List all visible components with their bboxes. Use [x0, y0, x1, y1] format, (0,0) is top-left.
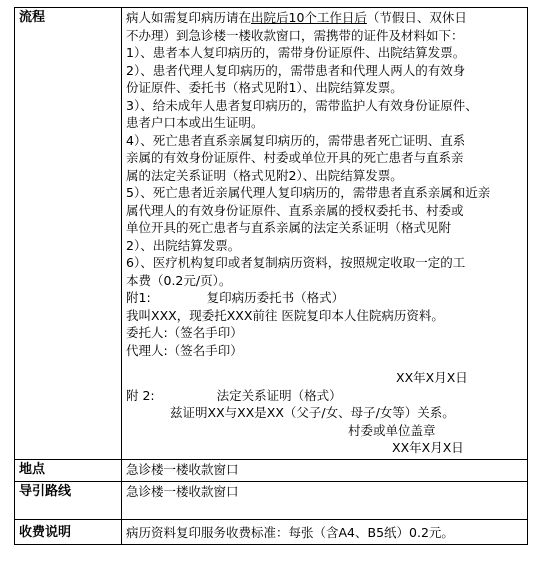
route-label: 导引路线: [15, 481, 122, 519]
attachment-2-heading: [126, 387, 524, 405]
process-intro-line1: [126, 9, 524, 27]
route-value: 急诊楼一楼收款窗口: [122, 481, 528, 519]
attachment-1-prefix: 附1:: [126, 290, 151, 305]
intro-deadline: 出院后10个工作日后: [251, 10, 367, 25]
fee-row: [15, 519, 528, 544]
process-item-2-line1: 2）、患者代理人复印病历的，需带患者和代理人两人的有效身: [126, 62, 466, 78]
attachment-2-body: 兹证明XX与XX是XX（父子/女、母子/女等）关系。: [170, 405, 455, 420]
process-item-5-line2: 属代理人的有效身份证原件、直系亲属的授权委托书、村委或: [126, 202, 464, 218]
process-item-3-line1: 3）、给未成年人患者复印病历的，需带监护人有效身份证原件、: [126, 97, 478, 113]
location-label: 地点: [15, 459, 122, 481]
attachment-2-date: XX年X月X日: [392, 440, 464, 455]
intro-suffix: （节假日、双休日: [366, 10, 467, 25]
info-table: [14, 7, 528, 545]
attachment-2-prefix: 附 2:: [126, 387, 155, 403]
process-item-6-line1: 6）、医疗机构复印或者复制病历资料，按照规定收取一定的工: [126, 255, 466, 270]
intro-prefix: 病人如需复印病历请在: [126, 10, 252, 25]
process-item-4-line3: 属的法定关系证明（格式见附2）、出院结算发票。: [126, 167, 403, 183]
route-row: [15, 481, 528, 519]
process-item-2-line2: 份证原件、委托书（格式见附1）、出院结算发票。: [126, 80, 403, 95]
attachment-1-agent: 代理人:（签名手印）: [126, 342, 243, 358]
process-item-3-line2: 患者户口本或出生证明。: [126, 115, 264, 130]
attachment-2-seal: 村委或单位盖章: [348, 422, 436, 438]
process-item-5-line4: 2）、出院结算发票。: [126, 237, 241, 253]
process-item-1: 1）、患者本人复印病历的，需带身份证原件、出院结算发票。: [126, 45, 466, 60]
fee-value: 病历资料复印服务收费标准：每张（含A4、B5纸）0.2元。: [122, 519, 528, 544]
attachment-1-date: XX年X月X日: [396, 370, 468, 385]
attachment-1-title: 复印病历委托书（格式）: [206, 290, 345, 305]
process-item-4-line2: 亲属的有效身份证原件、村委或单位开具的死亡患者与直系亲: [126, 150, 464, 165]
process-intro-line2: 不办理）到急诊楼一楼收款窗口，需携带的证件及材料如下：: [126, 27, 464, 43]
location-row: [15, 459, 528, 481]
process-item-4-line1: 4）、死亡患者直系亲属复印病历的，需带患者死亡证明、直系: [126, 132, 466, 148]
process-item-5-line3: 单位开具的死亡患者与直系亲属的法定关系证明（格式见附: [126, 220, 452, 235]
attachment-1-heading: [126, 289, 524, 307]
fee-label: 收费说明: [15, 519, 122, 544]
attachment-1-client: 委托人:（签名手印）: [126, 325, 243, 340]
process-item-5-line1: 5）、死亡患者近亲属代理人复印病历的，需带患者直系亲属和近亲: [126, 185, 491, 200]
process-item-6-line2: 本费（0.2元/页）。: [126, 272, 232, 288]
process-label: 流程: [15, 8, 122, 460]
process-content: [122, 8, 528, 460]
location-value: 急诊楼一楼收款窗口: [122, 459, 528, 481]
attachment-2-title: 法定关系证明（格式）: [216, 387, 342, 403]
process-row: [15, 8, 528, 460]
attachment-1-body: 我叫XXX，现委托XXX前往 医院复印本人住院病历资料。: [126, 307, 444, 323]
